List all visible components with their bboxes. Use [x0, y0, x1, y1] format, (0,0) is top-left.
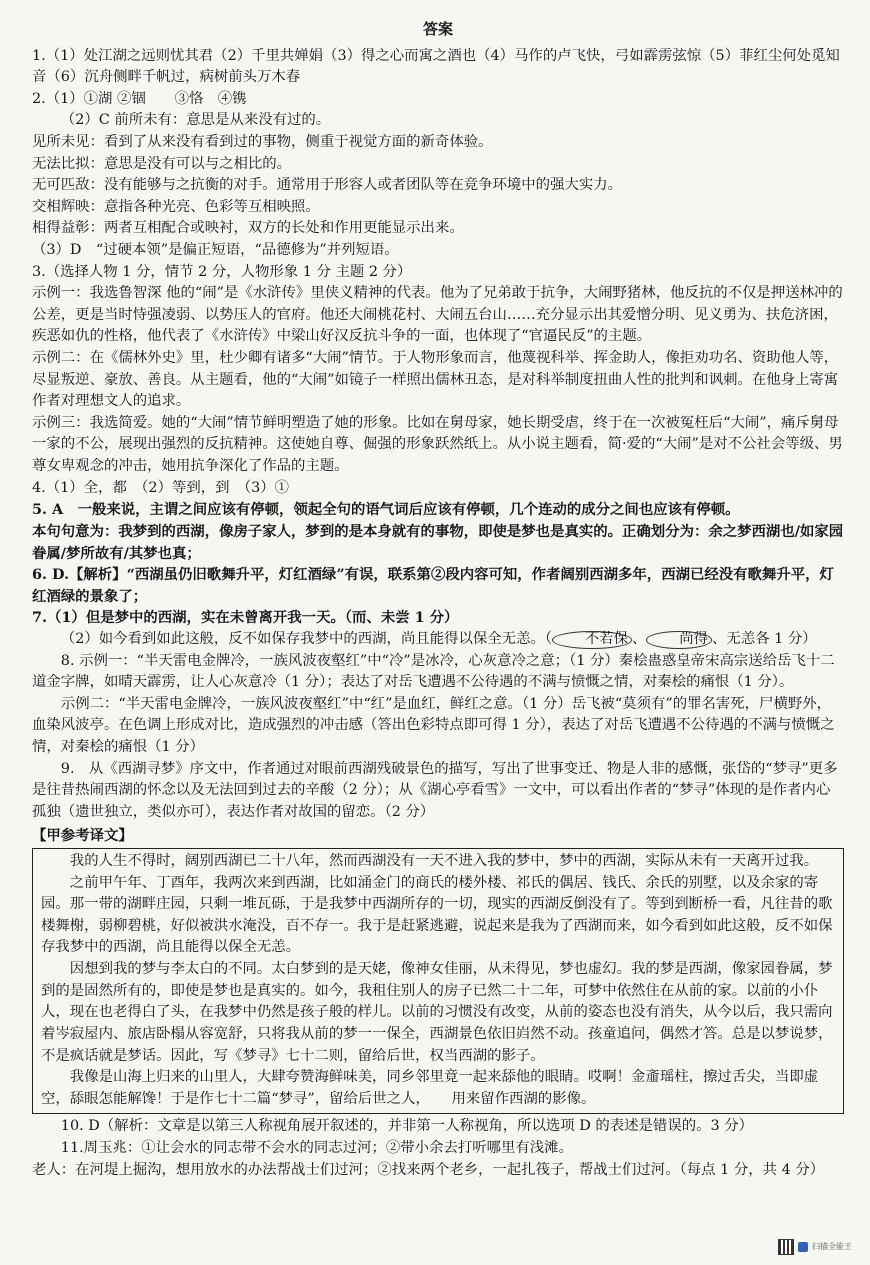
translation-paragraph: 我的人生不得时，阔别西湖已二十八年，然而西湖没有一天不进入我的梦中，梦中的西湖，实际从未有一天离开过我。: [69, 853, 819, 870]
answer-q5-meaning: 本句句意为：我梦到的西湖，像房子家人，梦到的是本身就有的事物，即使是梦也是真实的。正确划分为：余之梦西湖也/如家园眷属/梦所故有/其梦也真；: [32, 522, 844, 562]
answer-q4: 4.（1）全，都 （2）等到，到 （3）①: [32, 479, 290, 496]
answer-q3-example-2: 示例二：在《儒林外史》里，杜少卿有诸多“大闹”情节。于人物形象而言，他蔑视科举、挥金助人，像拒劝功名、资助他人等，尽显叛逆、豪放、善良。从主题看，他的“大闹”如镜子一样照出儒林丑态，是对科举制度扭曲人性的批判和讽刺。在他身上寄寓作者对理想文人的追求。: [32, 350, 839, 410]
circled-keyword: 尚得: [646, 631, 712, 649]
scanner-logo-icon: [798, 1242, 808, 1252]
answer-q2-2: （2）C 前所未有：意思是从来没有过的。: [60, 112, 331, 129]
page-title: 答案: [422, 20, 453, 38]
answer-q7-2-score: 、无恙各 1 分）: [712, 630, 817, 647]
answer-q11-1: 11.周玉兆：①让会水的同志带不会水的同志过河；②带小余去打听哪里有浅滩。: [60, 1139, 573, 1156]
watermark-text: 扫描全能王: [812, 1242, 852, 1251]
translation-paragraph: 之前甲午年、丁酉年，我两次来到西湖，比如涌金门的商氏的楼外楼、祁氏的偶居、钱氏、余氏的别墅，以及余家的寄园。那一带的湖畔庄园，只剩一堆瓦砾，于是我梦中西湖所存的一切，现实的西湖反倒没有了。等到到断桥一看，凡往昔的歌楼舞榭，弱柳碧桃，好似被洪水淹没，百不存一。我于是赶紧逃避，说起来是我为了西湖而来，如今看到如此这般，反不如保存我梦中的西湖，尚且能得以保全无恙。: [41, 874, 833, 956]
answer-q6: 6. D.【解析】“西湖虽仍旧歌舞升平，灯红酒绿”有误，联系第②段内容可知，作者阔别西湖多年，西湖已经没有歌舞升平，灯红酒绿的景象了；: [32, 566, 834, 605]
answer-q5: 5. A 一般来说，主谓之间应该有停顿，领起全句的语气词后应该有停顿，几个连动的成分之间也应该有停顿。: [32, 501, 740, 519]
translation-paragraph: 我像是山海上归来的山里人，大肆夸赞海鲜味美，同乡邻里竟一起来舔他的眼睛。哎啊！金齑瑶柱，擦过舌尖，当即虚空，舔眼怎能解馋！于是作七十二篇“梦寻”，留给后世之人， 用来留作西湖的影像。: [41, 1069, 819, 1107]
answer-q8-example-2: 示例二：“半天雷电金牌冷，一族风波夜壑红”中“红”是血红，鲜红之意。（1 分）岳飞被“莫须有”的罪名害死，尸横野外，血染风波亭。在色调上形成对比，造成强烈的冲击感（答出色彩特点即可得 1 分），表达了对岳飞遭遇不公待遇的不满与愤慨之情，对秦桧的痛恨（1 分）: [32, 695, 835, 755]
answer-q2-3: （3）D “过硬本领”是偏正短语，“品德修为”并列短语。: [32, 241, 399, 258]
definition-4: 交相辉映：意指各种光亮、色彩等互相映照。: [32, 198, 320, 215]
answer-q9: 9. 从《西湖寻梦》序文中，作者通过对眼前西湖残破景色的描写，写出了世事变迁、物是人非的感慨，张岱的“梦寻”更多是往昔热闹西湖的怀念以及无法回到过去的辛酸（2 分）；从《湖心亭看雪》一文中，可以看出作者的“梦寻”体现的是作者内心孤独（遗世独立，类似亦可），表达作者对故国的留恋。（2 分）: [32, 760, 838, 820]
answer-q1: 1.（1）处江湖之远则忧其君（2）千里共婵娟（3）得之心而寓之酒也（4）马作的卢飞快，弓如霹雳弦惊（5）菲红尘何处觅知音（6）沉舟侧畔千帆过，病树前头万木春: [32, 47, 840, 86]
definition-2: 无法比拟：意思是没有可以与之相比的。: [32, 155, 292, 172]
answer-q10: 10. D（解析：文章是以第三人称视角展开叙述的，并非第一人称视角，所以选项 D 的表述是错误的。3 分）: [60, 1118, 754, 1135]
answer-q7-2: [32, 629, 844, 651]
definition-5: 相得益彰：两者互相配合或映衬，双方的长处和作用更能显示出来。: [32, 220, 464, 237]
translation-title: 【甲参考译文】: [32, 827, 133, 845]
answer-q3-example-1: 示例一：我选鲁智深 他的“闹”是《水浒传》里侠义精神的代表。他为了兄弟敢于抗争，大闹野猪林，他反抗的不仅是押送林冲的公差，更是当时恃强凌弱、以势压人的官府。他还大闹桃花村、大闹五台山……充分显示出其爱憎分明、见义勇为、扶危济困，疾恶如仇的性格，他代表了《水浒传》中梁山好汉反抗斗争的一面，也体现了“官逼民反”的主题。: [32, 285, 843, 345]
answer-q8-example-1: 8. 示例一：“半天雷电金牌冷，一族风波夜壑红”中“冷”是冰冷，心灰意冷之意；（1 分）秦桧蛊惑皇帝宋高宗送给岳飞十二道金字牌，如晴天霹雳，让人心灰意冷（1 分）；表达了对岳飞遭遇不公待遇的不满与愤慨之情，对秦桧的痛恨（1 分）。: [32, 652, 835, 691]
answer-q3-example-3: 示例三：我选简爱。她的“大闹”情节鲜明塑造了她的形象。比如在舅母家，她长期受虐，终于在一次被冤枉后“大闹”，痛斥舅母一家的不公，展现出强烈的反抗精神。这使她自尊、倔强的形象跃然纸上。从小说主题看，简·爱的“大闹”是对不公社会等级、男尊女卑观念的冲击，她用抗争深化了作品的主题。: [32, 414, 843, 475]
translation-paragraph: 因想到我的梦与李太白的不同。太白梦到的是天姥，像神女佳丽，从未得见，梦也虚幻。我的梦是西湖，像家园眷属，梦到的是固然所有的，即使是梦也是真实的。如今，我租住别人的房子已然二十二年，可梦中依然住在从前的家。以前的小仆人，现在也老得白了头，在我梦中仍然是孩子般的样儿。以前的习惯没有改变，从前的姿态也没有消失，从今以后，我只需向着岑寂屋内、旅店卧榻从容宽舒，只将我从前的梦一一保全，西湖景色依旧岿然不动。孩童追问，偶然才答。总是以梦说梦，不是疯话就是梦话。因此，写《梦寻》七十二则，留给后世，权当西湖的影子。: [41, 961, 833, 1064]
qr-code-icon: [778, 1239, 794, 1255]
scanner-watermark: [778, 1239, 852, 1255]
answer-q11-2: 老人：在河堤上掘沟，想用放水的办法帮战士们过河；②找来两个老乡，一起扎筏子，帮战士们过河。（每点 1 分，共 4 分）: [32, 1161, 825, 1178]
circled-keyword: 不若保: [552, 631, 632, 649]
answer-q7-2-text: （2）如今看到如此这般，反不如保存我梦中的西湖，尚且能得以保全无恙。（: [60, 630, 553, 647]
answer-q2-1: 2.（1）①湖 ②锢 ③恪 ④镌: [32, 90, 247, 107]
separator: 、: [632, 630, 647, 647]
translation-box: [32, 848, 844, 1114]
definition-3: 无可匹敌：没有能够与之抗衡的对手。通常用于形容人或者团队等在竞争环境中的强大实力。: [32, 177, 623, 194]
answer-q3-head: 3.（选择人物 1 分，情节 2 分，人物形象 1 分 主题 2 分）: [32, 263, 412, 280]
answer-q7-1: 7.（1）但是梦中的西湖，实在未曾离开我一天。（而、未尝 1 分）: [32, 609, 459, 627]
definition-1: 见所未见：看到了从来没有看到过的事物，侧重于视觉方面的新奇体验。: [32, 133, 493, 150]
